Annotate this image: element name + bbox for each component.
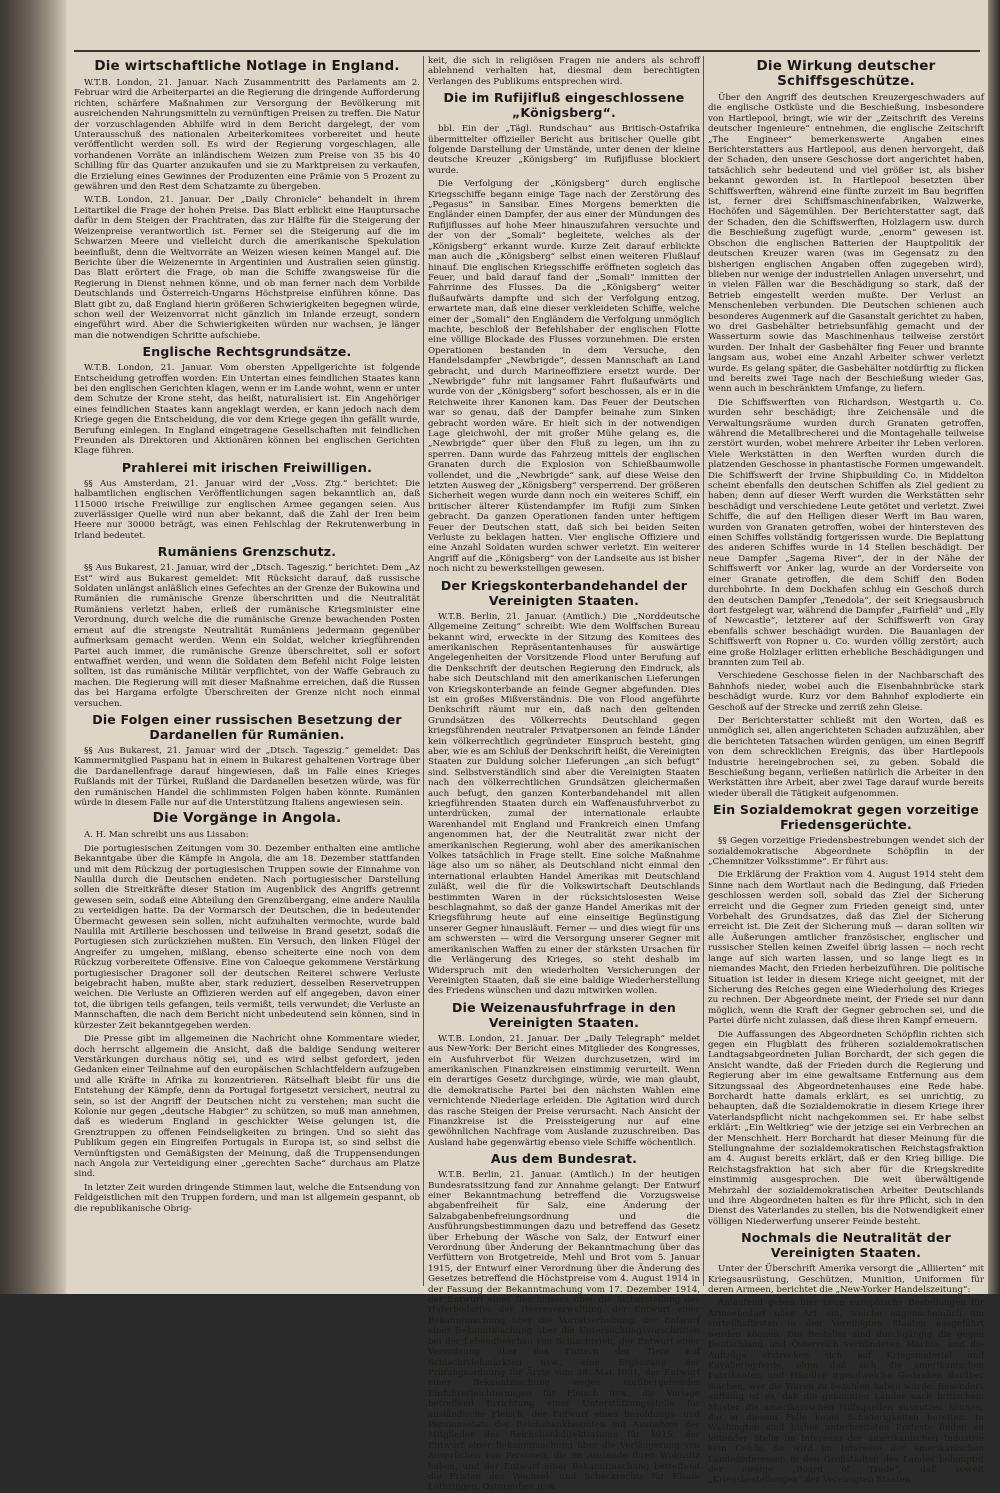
article-paragraph: Unter der Überschrift Amerika versorgt die „Alliierten“ mit Kriegsausrüstung, Geschützen, Munition, Uniformen für deren Armeen, berichtet die „New-Yorker Handelszeitung“: xyxy=(708,1264,984,1296)
header-rule xyxy=(74,50,980,52)
column-3 xyxy=(708,56,984,1486)
article-paragraph: Verschiedene Geschosse fielen in der Nachbarschaft des Bahnhofs nieder, wobei auch die Eisenbahnbrücke stark beschädigt wurde. Kurz vor dem Bahnhof explodierte ein Geschoß auf der Strecke und zerriß zehn Gleise. xyxy=(708,671,984,713)
article-paragraph: Die portugiesischen Zeitungen vom 30. Dezember enthalten eine amtliche Bekanntgabe über die Kämpfe in Angola, die am 18. Dezember stattfanden und mit dem Rückzug der portugiesischen Truppen sowie der Einnahme von Naulila durch die Deutschen endeten. Nach portugiesischer Darstellung sollen die Streitkräfte dieser Station im Augenblick des Angriffs getrennt gewesen sein, sodaß eine Abteilung den Grenzübergang, eine andere Naulila zu verteidigen hatte. Da der Vormarsch der Deutschen, die in bedeutender Übermacht gewesen sein sollen, nicht aufzuhalten vermochte, wurde bald Naulila mit Artillerie beschossen und teilweise in Brand gesetzt, sodaß die Portugiesen sich zurückziehen mußten. Ein Versuch, den linken Flügel der Angreifer zu umgehen, mißlang, ebenso scheiterte eine noch von dem Rückzug vorbereitete Offensive. Eine von Caloeque gekommene Verstärkung portugiesischer Dragoner soll der deutschen Reiterei schwere Verluste beigebracht haben, mußte aber, stark reduziert, desselben Reservetruppen weichen. Die Verluste an Offizieren werden auf elf angegeben, davon einer tot, die übrigen teils gefangen, teils vermißt, teils verwundet; die Verluste an Mannschaften, die nach dem Bericht nicht unbedeutend sein können, sind in kürzester Zeit bekanntgegeben werden. xyxy=(74,843,420,1031)
article-heading: Nochmals die Neutralität der Vereinigten Staaten. xyxy=(741,1230,951,1261)
article-paragraph: W.T.B. London, 21. Januar. Der „Daily Telegraph“ meldet aus New-York: Der Bericht eines Mitglieder des Kongresses, ein Ausfuhrverbot für Weizen durchzusetzen, wird im amerikanischen Finanzkreisen einstimmig verurteilt. Wenn ein derartiges Gesetz durchginge, würde, wie man glaubt, die demokratische Partei bei den nächsten Wahlen eine vernichtende Niederlage erleiden. Die Agitation wird durch das rasche Steigen der Preise verursacht. Nach Ansicht der Finanzkreise ist die Preissteigerung nur auf eine gewöhnlichen Nachfrage vom Auslande zuzuschreiben. Das Ausland habe gegenwärtig ebenso viele Schiffe wöchentlich. xyxy=(428,1033,700,1148)
article-heading: Der Kriegskonterbandehandel der Vereinigten Staaten. xyxy=(440,577,688,608)
article-paragraph: W.T.B. Berlin, 21. Januar. (Amtlich.) In der heutigen Bundesratssitzung fand zur Annahme gelangt: Der Entwurf einer Bekanntmachung betreffend die Vorzugsweise abgabenfreiheit für Salz, eine Änderung der Salzabgabenbefreiungsordnung und die Ausführungsbestimmungen dazu und betreffend das Gesetz über Erhebung der Wäsche von Salz, der Entwurf einer Verordnung über Änderung der Bekanntmachung über das Verfüttern von Brotgetreide, Mehl und Brot vom 5. Januar 1915, der Entwurf einer Verordnung über die Änderung des Gesetzes betreffend die Höchstpreise vom 4. August 1914 in der Fassung der Bekanntmachung vom 17. Dezember 1914, der Entwurf eines Beschlusses über die Sicherstellung des Haferbedarfes der Heeresverwaltung, der Entwurf einer Bekanntmachung über die Vorratserhebung, der Entwurf einer Bekanntmachung über die Untersuchungsvorschriften bei der Lebendbeschau von Schlachtvieh, der Entwurf einer Verordnung über das Füttern der Tiere auf Schlachtviehmärkten usw., eine Ergänzung der Prüfungsordnung für Ärzte vom 28. Mai 1901, der Entwurf einer Bekanntmachung wegen vorübergehender Einfuhrerleichterungen für Fleisch usw., die Vorlage betreffend Errichtung einer Unterstützungsstelle für ausländische Fleisch, der Entwurf eines Besoldungs- und Pensionsetats der Reichsbankbeamten mit Ausnahme der Mitglieder des Reichsbankdirektoriums für 1915, der Entwurf einer Bekanntmachung über die Verlängerung von Ansprüchen von Personen, die im Auslande ihren Wohnsitz haben, und der Entwurf einer Bekanntmachung betreffend die Fristen des Wechsel- und Scheckrechts für Elsaß-Lothringen, Ostpreußen usw. xyxy=(428,1170,700,1493)
article-paragraph: Die Erklärung der Fraktion vom 4. August 1914 steht dem Sinne nach dem Wortlaut nach die Bedingung, daß Frieden geschlossen werden soll, sobald das Ziel der Sicherung erreicht und die Gegner zum Frieden geneigt sind, unter Vorbehalt des Grundsatzes, daß das Ziel der Sicherung erreicht ist. Die Zeit der Sicherung muß — daran sollten wir alle Äußerungen amtlicher französischer, englischer und russischer Stellen keinen Zweifel übrig lassen — noch recht lange auf sich warten lassen, und so lange liegt es in niemandes Macht, den Frieden herbeizuführen. Die politische Situation ist leider in diesem Kriege nicht geeignet, mit der Sicherung des Reiches gegen eine Wiederholung des Krieges zu rechnen. Der Abgeordnete meint, der Friede sei nur dann möglich, wenn die Kraft der Gegner gebrochen sei, und die Partei dürfe nicht zulassen, daß diese ihren Kampf erneuern. xyxy=(708,870,984,1027)
article-paragraph: W.T.B. Berlin, 21. Januar. (Amtlich.) Die „Norddeutsche Allgemeine Zeitung“ schreibt: Wie dem Wolffschen Bureau bekannt wird, erweckte in der Sitzung des Komitees des amerikanischen Repräsentantenhauses für auswärtige Angelegenheiten der Vorsitzende Flood unter Berufung auf die Denkschrift der deutschen Regierung den Eindruck, als habe sich Deutschland mit den amerikanischen Lieferungen von Kriegskonterbande an feinde Gegner abgefunden. Dies ist ein großes Mißverständnis. Die von Flood angeführte Denkschrift räumt nur ein, daß nach den geltenden Grundsätzen des Völkerrechts Deutschland gegen kriegsführenden neutraler Privatpersonen an feinde Länder kein völkerrechtlich gegründeter Einspruch besteht, ging aber, wie es am Schluß der Denkschrift heißt, die Vereinigten Staaten zur Duldung solcher Lieferungen „an sich befugt“ sind. Selbstverständlich sind aber die Vereinigten Staaten nach den völkerrechtlichen Grundsätzen gleichermaßen auch befugt, den ganzen Konterbandehandel mit allen kriegführenden Staaten durch ein Waffenausfuhrverbot zu unterdrücken, zumal der internationale erlaubte Warenhandel mit England und Frankreich einen Umfang angenommen hat, der die Neutralität zwar nicht der amerikanischen Regierung, wohl aber des amerikanischen Volkes tatsächlich in Frage stellt. Eine solche Maßnahme läge also um so näher, als Deutschland nicht einmal den international erlaubten Handel Amerikas mit Deutschland zuläßt, weil die für die Volkswirtschaft Deutschlands bestimmten Waren in der rücksichtslosesten Weise beschlagnahmt, so daß der ganze Handel Amerikas mit der Kriegsführung heute auf eine einseitige Begünstigung unserer Gegner hinausläuft. Ferner — und dies wiegt für uns am schwersten — wird die Versorgung unserer Gegner mit amerikanischen Waffen zu einer der stärksten Ursachen für die Verlängerung des Krieges, so steht deshalb im Widerspruch mit den wiederholten Versicherungen der Vereinigten Staaten, daß sie eine baldige Wiederherstellung des Friedens wünschen und dazu mitwirken wollen. xyxy=(428,611,700,997)
article-heading: Die Wirkung deutscher Schiffsgeschütze. xyxy=(756,58,936,89)
article-heading: Ein Sozialdemokrat gegen vorzeitige Friedensgerüchte. xyxy=(713,802,979,833)
article-paragraph: keit, die sich in religiösen Fragen nie anders als schroff ablehnend verhalten hat, diesmal dem berechtigten Verlangen des Publikums entsprechen wird. xyxy=(428,56,700,87)
article-paragraph: W.T.B. London, 21. Januar. Vom obersten Appellgerichte ist folgende Entscheidung getroffen worden: Ein Untertan eines feindlichen Staates kann bei den englischen Gerichten klagen, wenn er im Lande wohnt, wenn er unter dem Schutze der Krone steht, das heißt, naturalisiert ist. Ein Angehöriger eines feindlichen Staates kann angeklagt werden, er kann jedoch nach dem Kriege gegen die Entscheidung, die vor dem Kriege gegen ihn gefällt wurde, Berufung einlegen. In England eingetragene Gesellschaften mit feindlichen Freunden als Direktoren und Aktionären können bei englischen Gerichten Klage führen. xyxy=(74,363,420,457)
article-paragraph: Die Presse gibt im allgemeinen die Nachricht ohne Kommentare wieder, doch herrscht allgemein die Ansicht, daß die baldige Sendung weiterer Verstärkungen durchaus nötig sei, und es wird selbst gefordert, jeden Gedanken einer Teilnahme auf den europäischen Schlachtfeldern aufzugeben und alle Kräfte in Afrika zu konzentrieren. Rätselhaft bleibt für uns die Entstehung der Kämpfe, denn da Portugal fortgesetzt versichert, neutral zu sein, so ist der Angriff der Deutschen nicht zu verstehen; man sucht die Kolonie nur gegen „deutsche Habgier“ zu schützen, so muß man annehmen, daß es wiederum England in geschickter Weise gelungen ist, die Grenztruppen zu offenen Feindseligkeiten zu bringen. Und so sieht das Publikum gegen ein Eingreifen Portugals in Europa ist, so sind selbst die Vernünftigsten und Gemäßigsten der Meinung, daß die Truppensendungen nach Angola zur Verteidigung einer „gerechten Sache“ durchaus am Platze sind. xyxy=(74,1034,420,1180)
article-heading: Die im Rufijifluß eingeschlossene „Königsberg“. xyxy=(443,90,685,121)
article-paragraph: Der Berichterstatter schließt mit den Worten, daß es unmöglich sei, allen angerichteten Schaden aufzuzählen, aber die berichteten Tatsachen würden genügen, um einen Begriff von dem schrecklichen Ereignis, das über Hartlepools Industrie hereingebrochen sei, zu geben. Sobald die Beschießung begann, verließen natürlich die Arbeiter in den Werkstätten ihre Arbeit, aber zwei Tage darauf wurde bereits wieder überall die Tätigkeit aufgenommen. xyxy=(708,715,984,799)
article-paragraph: W.T.B. London, 21. Januar. Der „Daily Chronicle“ behandelt in ihrem Leitartikel die Frage der hohen Preise. Das Blatt erblickt eine Hauptursache dafür in dem Steigen der Frachtraten, das zur Hälfte für die Steigerung der Weizenpreise verantwortlich ist. Ferner sei die Steigerung auf die im Schwarzen Meere und vielleicht durch die amerikanische Spekulation beeinflußt, denn die Weltvorräte an Weizen wiesen keinen Mangel auf. Die Berichte über die Weizenernte in Argentinien und Australien seien günstig. Das Blatt erörtert die Frage, ob man die Schiffe zwangsweise für die Regierung in Dienst nehmen könne, und ob man ferner nach dem Vorbilde Deutschlands und Österreich-Ungarns Höchstpreise einführen könne. Das Blatt gibt zu, daß England hierin größeren Schwierigkeiten begegnen würde, schon weil der Weizenvorrat nicht gänzlich im Inlande erzeugt, sondern eingeführt wird. Aber die Schwierigkeiten würden nur wachsen, je länger man die notwendigen Schritte aufschiebe. xyxy=(74,195,420,341)
article-paragraph: Die Schiffswerften von Richardson, Westgarth u. Co. wurden sehr beschädigt; ihre Zeichensäle und die Verwaltungsräume wurden durch Granaten getroffen, während die Metallbrecherei und die Montagehalle teilweise zerstört wurden, wobei mehrere Arbeiter ihr Leben verloren. Viele Werkstätten in den Werften wurden durch die platzenden Geschosse in phantastische Formen umgewandelt. Die Schiffswerft der Irvine Shipbuilding Co. in Middelton scheint ebenfalls den deutschen Schiffen als Ziel gedient zu haben; denn auf dieser Werft wurden die Werkstätten sehr beschädigt und verschiedene Leute getötet und verletzt. Zwei Schiffe, die auf den Helligen dieser Werft im Bau waren, wurden von Granaten getroffen, wobei der hintersteven des einen Schiffes vollständig fortgerissen wurde. Die Beplattung des anderen Schiffes wurde in 14 Stellen beschädigt. Der neue Dampfer „Sagema River“, der in der Nähe der Schiffswerft vor Anker lag, wurde an der Vorderseite von einer Granate getroffen, die dem Schiff den Boden durchbohrte. In dem Dockhafen schlug ein Geschoß durch den deutschen Dampfer „Tenedola“, der seit Kriegsausbruch dort festgelegt war, während die Dampfer „Fairfield“ und „Ely of Newcastle“, letzterer auf der Schiffswerft von Gray ebenfalls schwer beschädigt wurden. Die Bauanlagen der Schiffswerft von Ropner u. Co. wurden völlig zerstört; auch eine große Holzlager erlitten erhebliche Beschädigungen und brannten zum Teil ab. xyxy=(708,397,984,668)
article-paragraph: Anlaufend geben hier neue europäische Bestellungen für Armeebedarf aller Art ein, welche augenscheinlich am vorteilhaftesten in den Vereinigten Staaten ausgeführt werden können. Die Besteller sind durchgängig die gegen Deutschland und Österreich verbündeten Mächte, und die Aufträge erstrecken sich auf Kriegsmaterial und Kavalleriepferde, ohne daß sich die amerikanischen Fabrikanten und Händler irgendwelche Gedanken darüber machen, wer die Waren zu bezahlen haben würde. Besonders auffällig ist es, daß die genannten Länder nach britischem Muster die amerikanischen Hilfsquellen ausnutzen können, die in diesem Falle keine Schwierigkeiten bereiten. In Washington sind bisher unterbreiteten Proteste finden an leitender Stelle im Interesse der amerikanischen Industrie kein Gehör. So wird im Interesse der amerikanischen Landesinteressen in den Großstädten des Landes behauptet der hiesige „Board of Trade“, daß soweit „Kriegsbestellungen“ der Vereinigten Staaten xyxy=(708,1298,984,1486)
page-edge xyxy=(988,0,1000,1294)
column-rule xyxy=(423,56,424,1286)
article-paragraph: §§ Gegen vorzeitige Friedensbestrebungen wendet sich der sozialdemokratische Abgeordnete Schöpflin in der „Chemnitzer Volksstimme“. Er führt aus: xyxy=(708,836,984,868)
article-paragraph: §§ Aus Bukarest, 21. Januar wird der „Dtsch. Tageszig.“ gemeldet: Das Kammermitglied Paspanu hat in einem in Bukarest gehaltenen Vortrage über die Dardanellenfrage darauf hingewiesen, daß im Falle eines Krieges Rußlands mit der Türkei, Rußland die Dardanellen besetzen würde, was für den rumänischen Handel die schlimmsten Folgen haben könnte. Rumänien würde in diesem Falle nur auf die Unterstützung Italiens angewiesen sein. xyxy=(74,745,420,808)
article-paragraph: §§ Aus Amsterdam, 21. Januar wird der „Voss. Ztg.“ berichtet: Die halbamtlichen englischen Veröffentlichungen sagen bekanntlich an, daß 115000 irische Freiwillige zur englischen Armee gegangen seien. Aus zuverlässiger Quelle wird nun aber bekannt, daß die Zahl der Iren beim Heere nur 30000 beträgt, was einen Fehlschlag der Rekrutenwerbung in Irland bedeutet. xyxy=(74,478,420,541)
article-heading: Rumäniens Grenzschutz. xyxy=(157,544,337,560)
article-paragraph: bbl. Ein der „Tägl. Rundschau“ aus Britisch-Ostafrika übermittelter offizieller Bericht aus britischer Quelle gibt folgende Darstellung der Umstände, unter denen der kleine deutsche Kreuzer „Königsberg“ im Rufijiflusse blockiert wurde. xyxy=(428,124,700,176)
article-paragraph: A. H. Man schreibt uns aus Lissabon: xyxy=(84,830,249,841)
article-heading: Die Vorgänge in Angola. xyxy=(152,810,342,827)
article-paragraph: Die Verfolgung der „Königsberg“ durch englische Kriegsschiffe begann einige Tage nach der Zerstörung des „Pegasus“ in Sansibar. Eines Morgens bemerkten die Engländer einen Dampfer, der aus einer der Mündungen des Rufijiflusses auf hohe Meer hinauszufahren versuchte und der von der „Somali“ begleitete, welches als der „Königsberg“ erkannt wurde. Kurze Zeit darauf erblickte man auch die „Königsberg“ selbst einen weiteren Flußlauf hinauf. Die englischen Kriegsschiffe eröffneten sogleich das Feuer, und bald darauf fand der „Somali“ inmitten der Fahrrinne des Flusses. Da die „Königsberg“ weiter flußaufwärts dampfte und sich der Verfolgung entzog, erwartete man, daß eine dieser verkleideten Schiffe, welche einer der „Somali“ den Engländern die Verfolgung unmöglich machte, beschloß der Befehlshaber der englischen Flotte eine völlige Blockade des Flusses vorzunehmen. Die ersten Operationen bestanden in dem Versuche, den Handelsdampfer „Newbrigde“, dessen Mannschaft an Land gebracht, und durch Marineoffiziere ersetzt wurde. Der „Newbrigde“ fuhr mit langsamer Fahrt flußaufwärts und wurde von der „Königsberg“ sofort beschossen, als er in die Reichweite ihrer Kanonen kam. Das Feuer der Deutschen war so genau, daß der Dampfer beinahe zum Sinken gebracht worden wäre. Er hielt sich in der notwendigen Lage gleichwohl, der mit großer Mühe gelang es, die „Newbrigde“ quer über den Fluß zu legen, um ihn zu sperren. Dann wurde das Fahrzeug mittels der englischen Granaten durch die Explosion von Schießbaumwolle vollendet, und die „Newbrigde“ sank, auf diese Weise den letzten Ausweg der „Königsberg“ versperrend. Der größeren Sicherheit wegen wurde dann noch ein weiteres Schiff, ein britischer älterer Küstendampfer im Rufiji zum Sinken gebracht. Da ganzen Operationen fanden unter heftigem Feuer der Deutschen statt, daß sich bei beiden Seiten Verluste zu beklagen hatten. Vier englische Offiziere und eine Anzahl Soldaten wurden schwer verletzt. Ein weiterer Angriff auf die „Königsberg“ von der Landseite aus ist bisher noch nicht zu bewerkstelligen gewesen. xyxy=(428,179,700,575)
article-heading: Aus dem Bundesrat. xyxy=(490,1151,638,1167)
book-spine xyxy=(0,0,66,1294)
article-paragraph: §§ Aus Bukarest, 21. Januar, wird der „Dtsch. Tageszig.“ berichtet: Dem „Az Est“ wird aus Bukarest gemeldet: Mit Rücksicht darauf, daß russische Soldaten unlängst anläßlich eines Gefechtes an der Grenze der Bukowina und Rumänien die rumänische Grenze überschritten und die Neutralität Rumäniens verletzt haben, erließ der rumänische Kriegsminister eine Verordnung, durch welche die die rumänische Grenze bewachenden Posten erneut auf die strengste Neutralität Rumäniens jedermann gegenüber aufmerksam gemacht werden. Wenn ein Soldat, welcher kriegführenden Partei auch immer, die rumänische Grenze überschreitet, soll er sofort entwaffnet werden, und wenn die Soldaten dem Befehl nicht Folge leisten sollten, ist das rumänische Militär verpflichtet, von der Waffe Gebrauch zu machen. Die Regierung will mit dieser Maßnahme erreichen, daß die Russen das bei Hargama erfolgte Überschreiten der Grenze nicht noch einmal versuchen. xyxy=(74,563,420,709)
article-paragraph: In letzter Zeit wurden dringende Stimmen laut, welche die Entsendung von Feldgeistlichen mit den Truppen fordern, und man ist allgemein gespannt, ob die republikanische Obrig- xyxy=(74,1182,420,1214)
newspaper-page xyxy=(66,0,988,1493)
column-rule xyxy=(703,56,704,1286)
article-heading: Die Weizenausfuhrfrage in den Vereinigten Staaten. xyxy=(452,999,676,1030)
article-paragraph: Die Auffassungen des Abgeordneten Schöpflin richten sich gegen ein Flugblatt des früheren sozialdemokratischen Landtagsabgeordneten Julian Borchardt, der sich gegen die Ansicht wandte, daß der Frieden durch die Regierung und Regierung aber im eine gewaltsame Entfernung aus dem Sitzungssaal des Abgeordnetenhauses eine Rede habe. Borchardt hatte damals erklärt, es sei unrichtig, zu behaupten, daß die Sozialdemokratie in diesem Kriege ihrer Vaterlandspflicht nicht nachgekommen sei. Er habe selbst erklärt: „Ein Weltkrieg“ wie der jetzige sei ein Verbrechen an der Menschheit. Herr Borchardt hat dieser Meinung für die Stellungnahme der sozialdemokratischen Reichstagsfraktion am 4. August bereits erklärt, daß er den Krieg billige. Die Reichstagsfraktion hat sich aber für die Kriegskredite einstimmig ausgesprochen. Die weit überwältigende Mehrzahl der sozialdemokratischen Arbeiter Deutschlands und ihre Abgeordneten halten es für ihre Pflicht, sich in den Dienst des Vaterlandes zu stellen, bis die Notwendigkeit einer völligen Niederwerfung unserer Feinde besteht. xyxy=(708,1029,984,1227)
article-heading: Prahlerei mit irischen Freiwilligen. xyxy=(121,459,373,475)
article-heading: Englische Rechtsgrundsätze. xyxy=(142,344,352,360)
article-paragraph: Über den Angriff des deutschen Kreuzergeschwaders auf die englische Ostküste und die Beschießung, insbesondere von Hartlepool, bringt, wie wir der „Zeitschrift des Vereins deutscher Ingenieure“ entnehmen, die englische Zeitschrift „The Engineer“ bemerkenswerte Angaben eines Berichterstatters aus Hartlepool, aus denen hervorgeht, daß der Schaden, den unsere Geschosse dort angerichtet haben, tatsächlich sehr bedeutend und viel größer ist, als bisher bekannt geworden ist. In Hartlepool besetzten über Schiffswerften, während eine fünfte zurzeit im Bau begriffen ist, ferner drei Schiffsmaschinenfabriken, Walzwerke, Hochöfen und Sägemühlen. Der Berichterstatter sagt, daß der Schaden, den die Schiffswerften, Holzlagern usw. durch die Beschießung zugefügt wurde, „enorm“ gewesen ist. Obschon die englischen Batterien der Hauptpolitik der deutschen Kreuzer waren (was im Gegensatz zu den bisherigen englischen Angaben offen zugegeben wird), blieben nur wenige der industriellen Anlagen unversehrt, und in vielen Fällen war die Beschädigung so stark, daß der Betrieb eingestellt werden mußte. Der Verlust an Menschenleben verbunden. Die Deutschen schienen auch besonderes Augenmerk auf die Gasanstalt gerichtet zu haben, wo drei Gasbehälter betriebsunfähig gemacht und der Wasserturm sowie das Maschinenhaus teilweise zerstört wurden. Der Inhalt der Gasbehälter fing Feuer und brannte langsam aus, wobei eine Anzahl Arbeiter schwer verletzt wurde. Es gelang später, die Gasbehälter notdürftig zu flicken und bereits zwei Tage nach der Beschießung wieder Gas, wenn auch in beschränktem Umfange, zu liefern. xyxy=(708,93,984,395)
column-2 xyxy=(428,56,700,1493)
article-heading: Die wirtschaftliche Notlage in England. xyxy=(94,58,400,74)
article-paragraph: W.T.B. London, 21. Januar. Nach Zusammentritt des Parlaments am 2. Februar wird die Arbeiterpartei an die Regierung die dringende Aufforderung richten, schärfere Maßnahmen zur Versorgung der Bevölkerung mit ausreichenden Nahrungsmitteln zu vernünftigen Preisen zu treffen. Die Natur der vorzuschlagenden Abhilfe wird in dem Bericht dargelegt, der vom Unterausschuß des nationalen Arbeiterkomitees vorbereitet und heute veröffentlicht werden soll. Es wird der Regierung vorgeschlagen, alle vorhandenen Vorräte an inländischem Weizen zum Preise von 35 bis 40 Schilling für das Quarter anzukaufen und sie zu Marktpreisen zu verkaufen, die Erzielung eines Gewinnes der Produzenten eine Prämie von 5 Prozent zu gewähren und den Rest dem Schatzamte zu übergeben. xyxy=(74,78,420,193)
article-heading: Die Folgen einer russischen Besetzung der Dardanellen für Rumänien. xyxy=(92,711,402,742)
column-1 xyxy=(74,56,420,1286)
